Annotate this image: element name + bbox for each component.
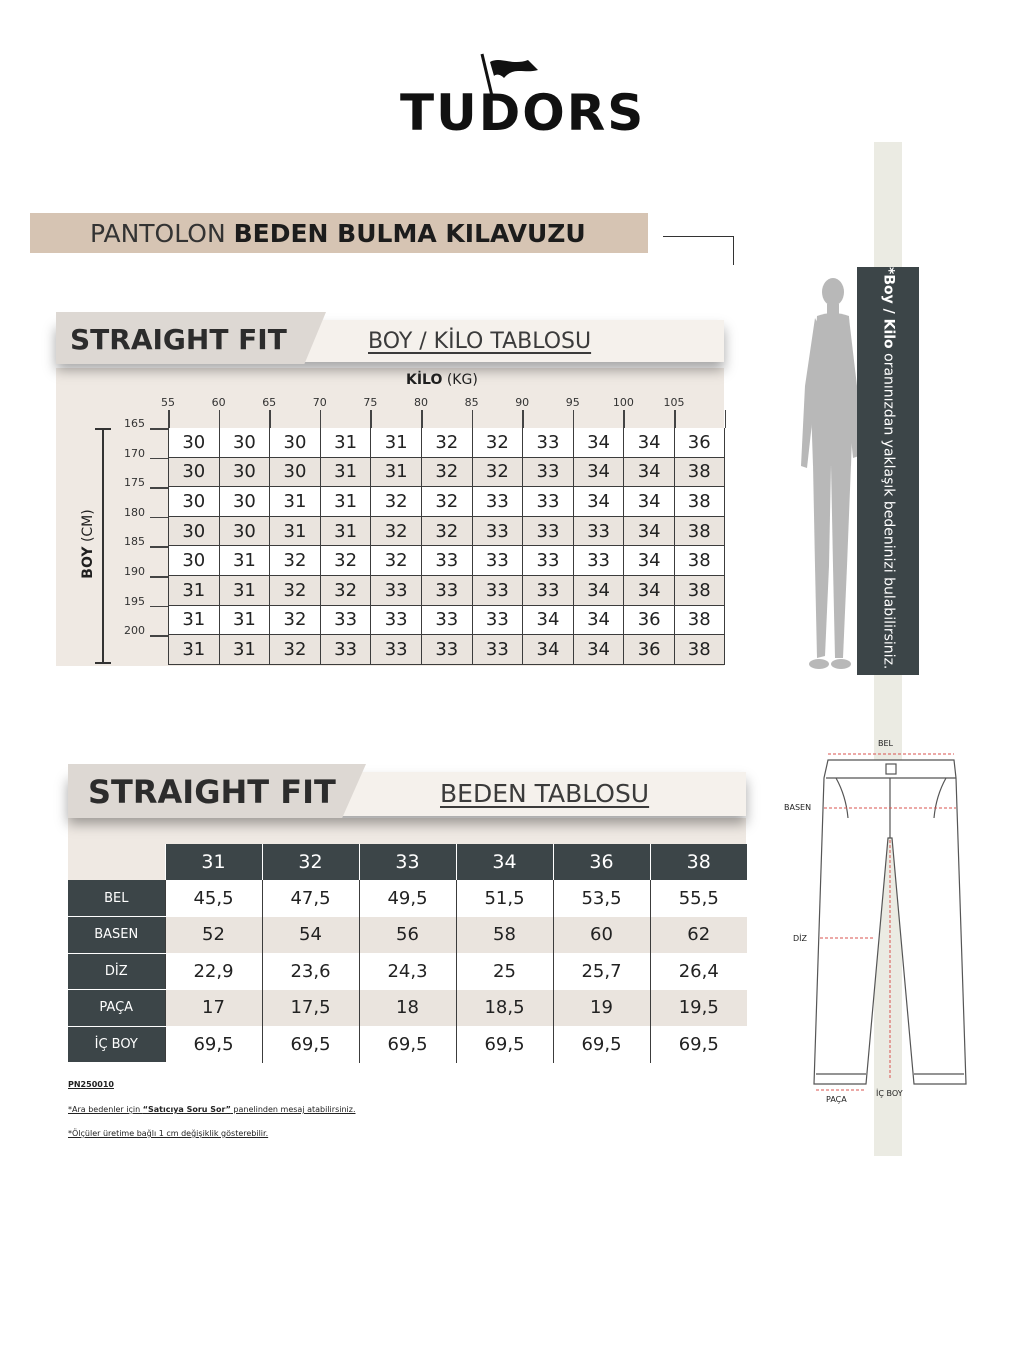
boy-tick-line (150, 487, 168, 489)
label-basen: BASEN (784, 803, 812, 812)
size-cell: 33 (522, 428, 573, 458)
boy-axis-cap-bottom (95, 662, 111, 664)
size-cell: 30 (219, 458, 270, 488)
kg-tick-line (320, 410, 322, 428)
size-cell: 30 (219, 428, 270, 458)
size-cell: 34 (623, 517, 674, 547)
kg-tick-line (573, 410, 575, 428)
kg-tick-line (269, 410, 271, 428)
size-cell: 32 (421, 428, 472, 458)
measurement-value: 53,5 (553, 880, 650, 917)
size-cell: 32 (320, 576, 371, 606)
size-cell: 34 (573, 576, 624, 606)
measurement-value: 55,5 (650, 880, 747, 917)
size-cell: 33 (472, 635, 523, 665)
boy-tick-label: 165 (124, 417, 145, 430)
size-cell: 30 (168, 458, 219, 488)
measurement-value: 25,7 (553, 953, 650, 990)
size-cell: 33 (522, 546, 573, 576)
size-cell: 38 (674, 517, 725, 547)
size-table-row (68, 1026, 747, 1063)
kg-tick-label: 85 (464, 396, 479, 409)
guide-title: PANTOLON BEDEN BULMA KILAVUZU (90, 219, 586, 248)
size-cell: 32 (472, 458, 523, 488)
size-cell: 30 (269, 458, 320, 488)
size-cell: 32 (269, 635, 320, 665)
size-cell: 38 (674, 546, 725, 576)
measurement-value: 69,5 (165, 1026, 262, 1063)
size-cell: 33 (573, 517, 624, 547)
size-cell: 33 (472, 546, 523, 576)
measurement-label: BASEN (68, 917, 165, 954)
kg-tick-line (168, 410, 170, 428)
size-table-row (68, 953, 747, 990)
size-cell: 34 (522, 635, 573, 665)
kg-tick-label: 55 (161, 396, 175, 409)
size-cell: 34 (573, 487, 624, 517)
size-cell: 30 (168, 517, 219, 547)
boy-tick-line (150, 517, 168, 519)
size-column-header: 36 (553, 844, 650, 880)
kg-tick-line (219, 410, 221, 428)
size-cell: 30 (269, 428, 320, 458)
measurement-label: BEL (68, 880, 165, 917)
measurement-value: 69,5 (553, 1026, 650, 1063)
kg-tick-label: 105 (663, 396, 685, 409)
measurement-value: 54 (262, 917, 359, 954)
size-column-header: 31 (165, 844, 262, 880)
kg-tick-label: 70 (312, 396, 327, 409)
size-cell: 33 (421, 635, 472, 665)
size-cell: 38 (674, 458, 725, 488)
size-table-row (68, 990, 747, 1027)
measurement-value: 17,5 (262, 990, 359, 1027)
size-cell: 32 (421, 517, 472, 547)
size-cell: 32 (370, 517, 421, 547)
measurement-label: DİZ (68, 953, 165, 990)
guide-corner-line (663, 236, 734, 265)
boy-tick-line (150, 606, 168, 608)
size-cell: 31 (219, 606, 270, 636)
size-cell: 32 (370, 487, 421, 517)
flag-icon (478, 52, 540, 98)
weight-height-subtitle: BOY / KİLO TABLOSU (368, 329, 592, 354)
measurement-value: 62 (650, 917, 747, 954)
weight-height-grid (168, 428, 725, 665)
size-cell: 33 (320, 606, 371, 636)
size-cell: 34 (623, 487, 674, 517)
label-ic-boy: İÇ BOY (876, 1089, 903, 1098)
size-cell: 31 (320, 458, 371, 488)
kg-tick-line (370, 410, 372, 428)
size-cell: 32 (421, 458, 472, 488)
boy-tick-label: 200 (124, 624, 145, 638)
measurement-value: 69,5 (359, 1026, 456, 1063)
size-cell: 34 (573, 606, 624, 636)
size-cell: 30 (168, 487, 219, 517)
kg-tick-label: 95 (565, 396, 580, 409)
boy-tick-line (150, 576, 168, 578)
human-silhouette-icon (795, 266, 865, 676)
size-cell: 33 (522, 576, 573, 606)
size-cell: 33 (421, 546, 472, 576)
size-cell: 31 (269, 487, 320, 517)
boy-tick-label: 185 (124, 535, 145, 549)
measurement-value: 58 (456, 917, 553, 954)
boy-axis-label: BOY (CM) (80, 509, 96, 579)
kg-tick-label: 90 (515, 396, 530, 409)
size-cell: 33 (421, 576, 472, 606)
size-cell: 33 (472, 576, 523, 606)
kg-tick-label: 60 (211, 396, 226, 409)
size-cell: 32 (421, 487, 472, 517)
measurement-value: 45,5 (165, 880, 262, 917)
boy-tick-label: 190 (124, 565, 145, 578)
boy-tick-label: 195 (124, 594, 145, 608)
measurement-value: 23,6 (262, 953, 359, 990)
measurement-value: 17 (165, 990, 262, 1027)
size-column-header: 38 (650, 844, 747, 880)
size-cell: 33 (320, 635, 371, 665)
size-cell: 32 (472, 428, 523, 458)
boy-tick-line (150, 428, 168, 430)
measurement-value: 69,5 (456, 1026, 553, 1063)
size-cell: 31 (168, 576, 219, 606)
size-table-body (68, 880, 747, 1063)
boy-tick-label: 180 (124, 505, 145, 519)
label-paca: PAÇA (826, 1095, 847, 1104)
measurement-label: PAÇA (68, 990, 165, 1027)
size-cell: 31 (269, 517, 320, 547)
size-table-row (68, 880, 747, 917)
measurement-value: 51,5 (456, 880, 553, 917)
measurement-value: 69,5 (262, 1026, 359, 1063)
measurement-label: İÇ BOY (68, 1026, 165, 1063)
size-cell: 33 (522, 458, 573, 488)
size-cell: 32 (320, 546, 371, 576)
kg-tick-label: 80 (414, 396, 428, 409)
measurement-value: 19 (553, 990, 650, 1027)
size-cell: 31 (168, 606, 219, 636)
size-cell: 38 (674, 487, 725, 517)
size-table (68, 844, 747, 1063)
label-diz: DİZ (793, 934, 807, 943)
size-cell: 33 (370, 576, 421, 606)
size-cell: 31 (320, 487, 371, 517)
size-column-header: 34 (456, 844, 553, 880)
size-cell: 32 (269, 546, 320, 576)
size-cell: 36 (674, 428, 725, 458)
boy-tick-line (150, 458, 168, 460)
size-cell: 38 (674, 606, 725, 636)
kg-tick-line (725, 410, 727, 428)
size-cell: 34 (573, 428, 624, 458)
size-cell: 34 (623, 428, 674, 458)
size-cell: 31 (219, 576, 270, 606)
kg-tick-line (674, 410, 676, 428)
size-cell: 33 (522, 487, 573, 517)
size-cell: 31 (320, 517, 371, 547)
kg-tick-line (421, 410, 423, 428)
kg-tick-label: 100 (612, 396, 634, 409)
measurement-value: 18,5 (456, 990, 553, 1027)
measurement-value: 49,5 (359, 880, 456, 917)
size-table-row (68, 917, 747, 954)
measurement-value: 52 (165, 917, 262, 954)
size-cell: 31 (219, 635, 270, 665)
size-cell: 31 (370, 458, 421, 488)
size-cell: 31 (168, 635, 219, 665)
size-cell: 34 (573, 458, 624, 488)
kg-tick-label: 65 (262, 396, 277, 409)
size-cell: 33 (370, 635, 421, 665)
size-table-title: STRAIGHT FIT (88, 773, 336, 811)
size-cell: 36 (623, 606, 674, 636)
measurement-value: 22,9 (165, 953, 262, 990)
size-cell: 33 (370, 606, 421, 636)
size-cell: 38 (674, 576, 725, 606)
boy-tick-label: 175 (124, 476, 145, 490)
size-cell: 30 (168, 546, 219, 576)
note-tolerance: *Ölçüler üretime bağlı 1 cm değişiklik gösterebilir. (68, 1129, 269, 1138)
size-cell: 32 (269, 576, 320, 606)
kg-tick-line (623, 410, 625, 428)
size-cell: 31 (320, 428, 371, 458)
measurement-value: 24,3 (359, 953, 456, 990)
measurement-value: 19,5 (650, 990, 747, 1027)
size-cell: 34 (573, 635, 624, 665)
boy-tick-line (150, 635, 168, 637)
kg-tick-line (522, 410, 524, 428)
size-cell: 30 (219, 517, 270, 547)
size-cell: 33 (522, 517, 573, 547)
size-column-header: 33 (359, 844, 456, 880)
kg-axis-label: KİLO (KG) (406, 372, 478, 388)
measurement-value: 25 (456, 953, 553, 990)
size-cell: 34 (623, 576, 674, 606)
size-cell: 31 (219, 546, 270, 576)
size-cell: 34 (522, 606, 573, 636)
size-cell: 32 (370, 546, 421, 576)
boy-axis-cap-top (95, 428, 111, 430)
kg-tick-line (472, 410, 474, 428)
measurement-value: 26,4 (650, 953, 747, 990)
measurement-value: 18 (359, 990, 456, 1027)
size-cell: 34 (623, 546, 674, 576)
size-table-corner (68, 844, 165, 880)
size-column-header: 32 (262, 844, 359, 880)
weight-height-title: STRAIGHT FIT (70, 323, 287, 356)
measurement-value: 56 (359, 917, 456, 954)
boy-tick-label: 170 (124, 446, 145, 460)
measurement-value: 69,5 (650, 1026, 747, 1063)
note-ask-seller: *Ara bedenler için “Satıcıya Soru Sor” panelinden mesaj atabilirsiniz. (68, 1105, 356, 1114)
brand-logo-text: TUDORS (400, 84, 646, 142)
size-cell: 38 (674, 635, 725, 665)
size-table-subtitle: BEDEN TABLOSU (440, 779, 650, 808)
size-cell: 33 (472, 487, 523, 517)
size-cell: 33 (472, 606, 523, 636)
boy-axis-line (102, 428, 104, 664)
size-cell: 34 (623, 458, 674, 488)
boy-kilo-info-text: *Boy / Kilo oranınızdan yaklaşık bedeninizi bulabilirsiniz. (880, 267, 897, 670)
measurement-value: 60 (553, 917, 650, 954)
size-cell: 33 (421, 606, 472, 636)
kg-tick-label: 75 (363, 396, 378, 409)
size-cell: 30 (219, 487, 270, 517)
product-code: PN250010 (68, 1080, 114, 1089)
size-cell: 33 (472, 517, 523, 547)
size-cell: 33 (573, 546, 624, 576)
measurement-value: 47,5 (262, 880, 359, 917)
pants-diagram-icon (806, 748, 976, 1098)
size-cell: 31 (370, 428, 421, 458)
size-cell: 32 (269, 606, 320, 636)
boy-tick-line (150, 546, 168, 548)
size-table-head-row (68, 844, 747, 880)
label-bel: BEL (878, 739, 893, 748)
size-cell: 36 (623, 635, 674, 665)
size-cell: 30 (168, 428, 219, 458)
